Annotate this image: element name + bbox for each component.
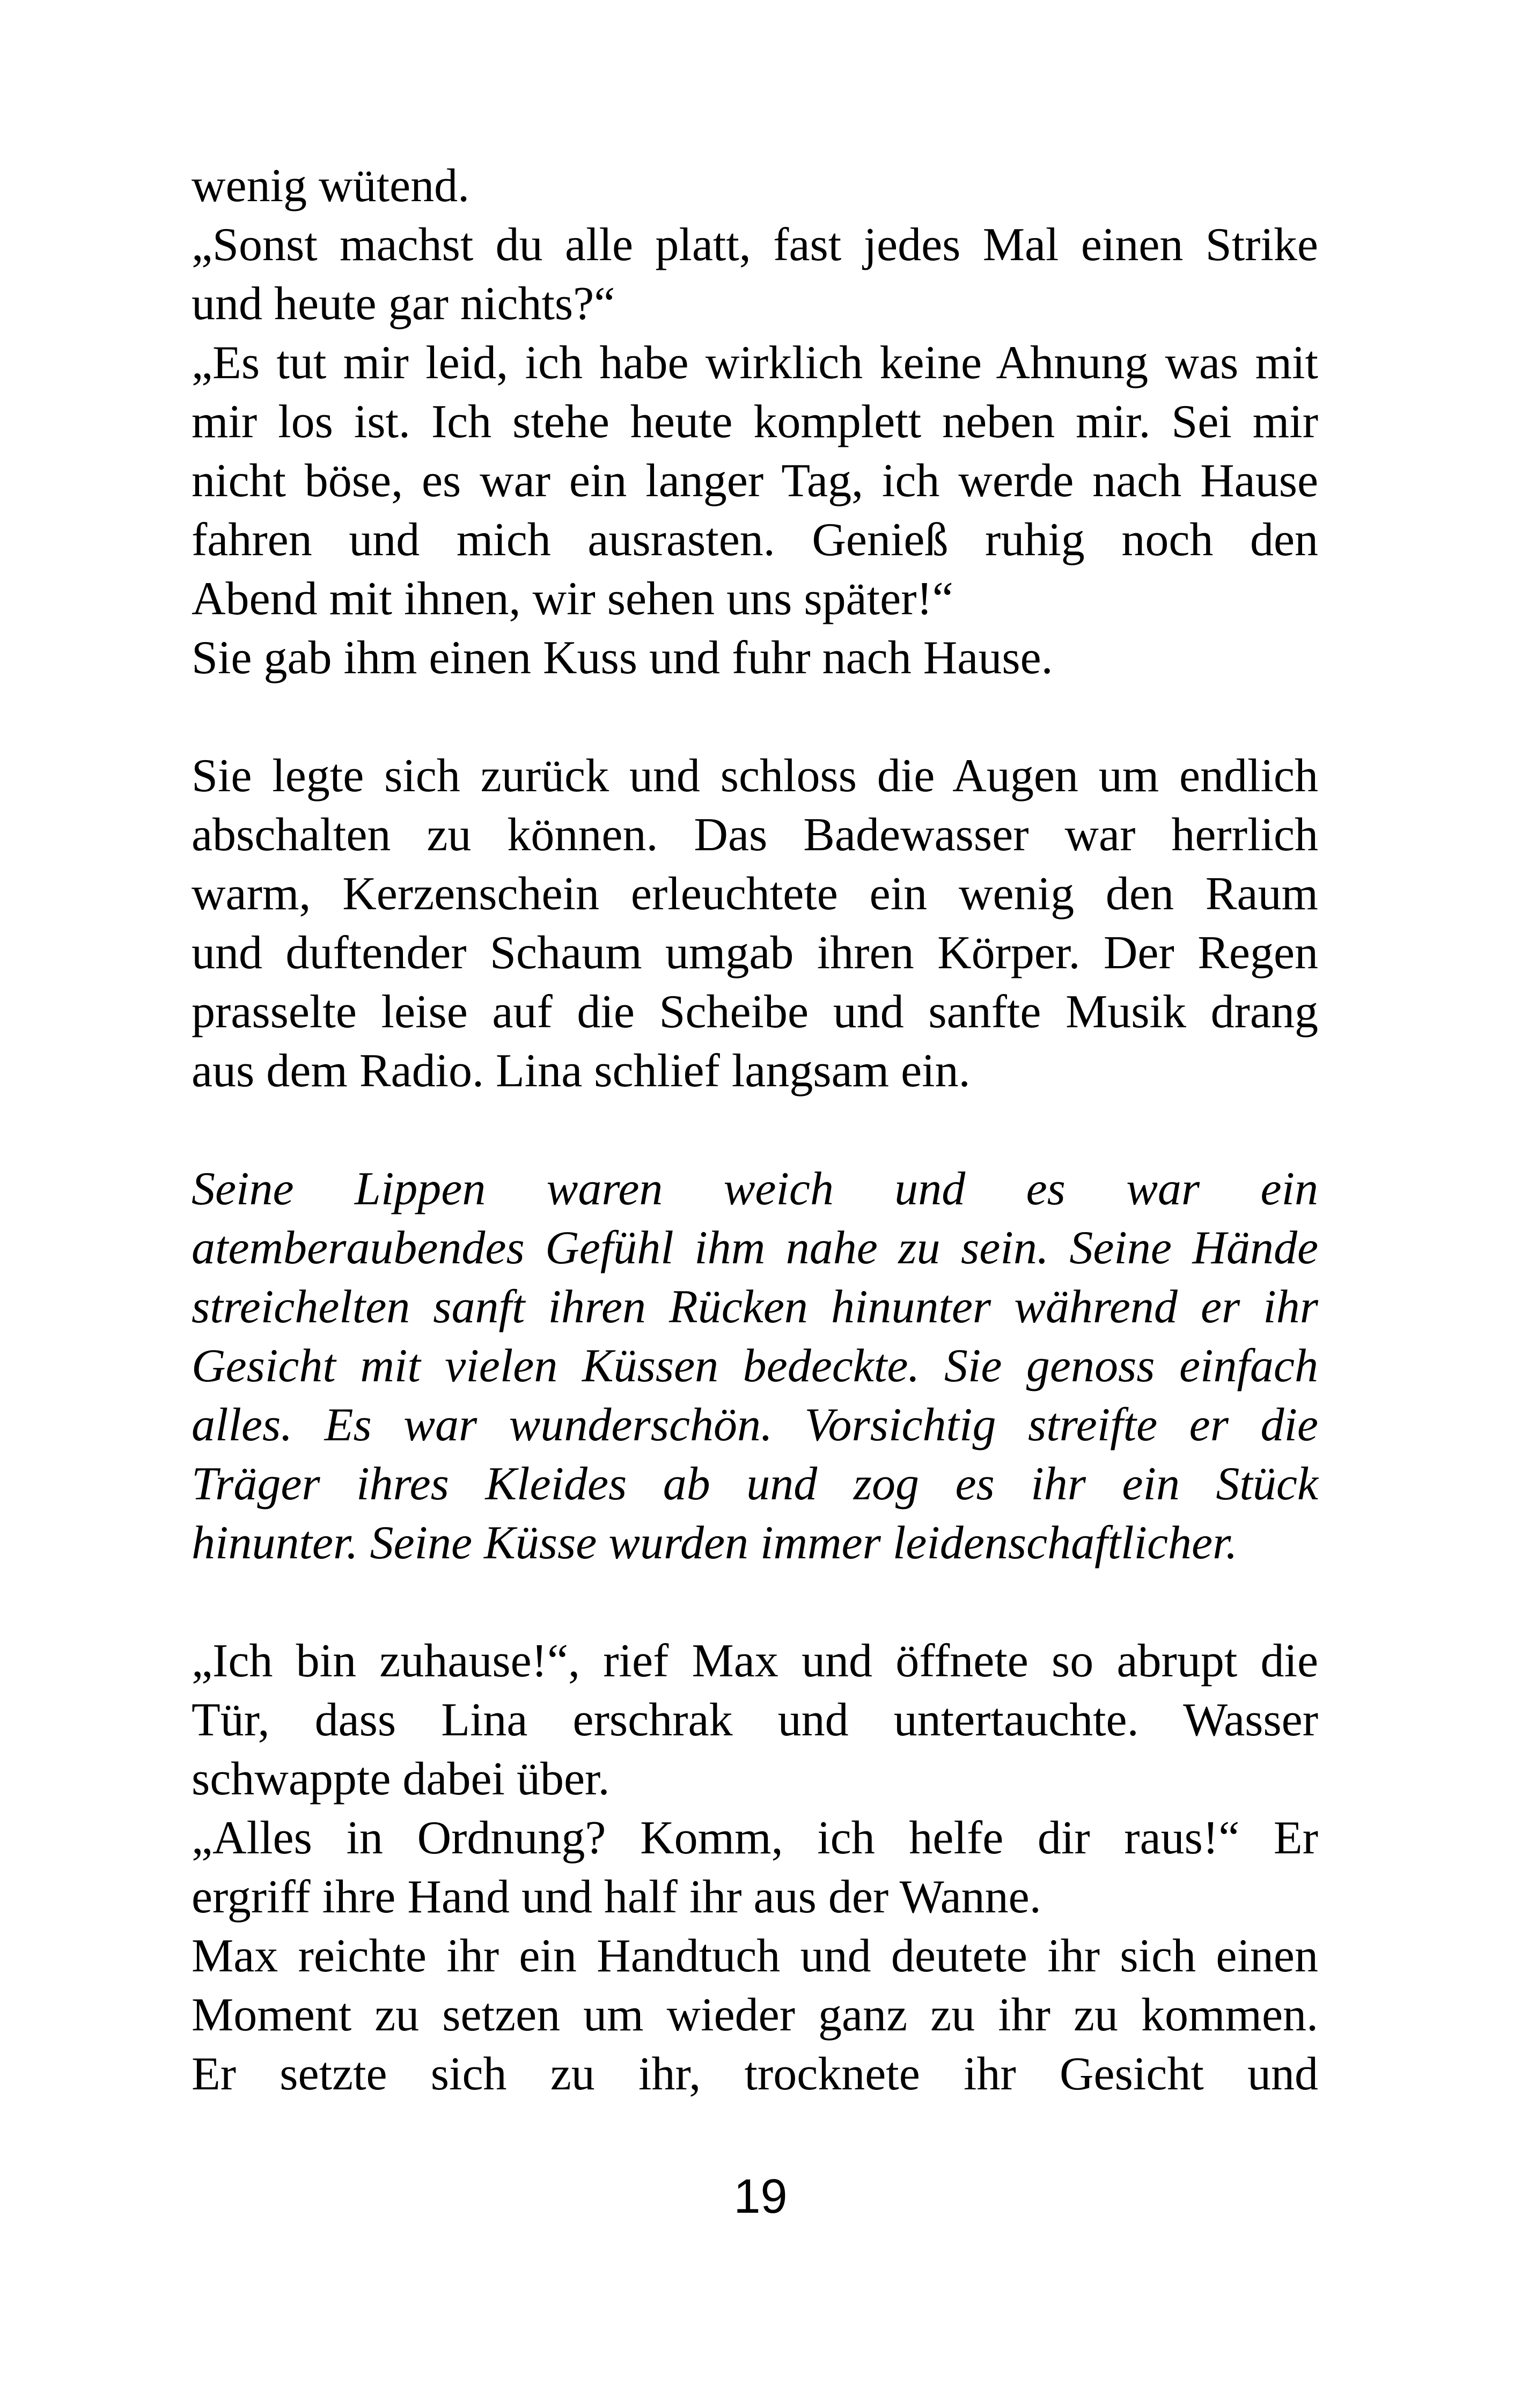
paragraph-spacer [192, 688, 1318, 747]
text-line: Gesicht mit vielen Küssen bedeckte. Sie genoss einfach [192, 1340, 1318, 1392]
text-line: streichelten sanft ihren Rücken hinunter während er ihr [192, 1281, 1318, 1333]
text-line: Abend mit ihnen, wir sehen uns später!“ [192, 573, 953, 625]
text-line: „Es tut mir leid, ich habe wirklich keine Ahnung was mit [192, 337, 1318, 389]
text-line: alles. Es war wunderschön. Vorsichtig streifte er die [192, 1399, 1318, 1451]
text-line: Moment zu setzen um wieder ganz zu ihr zu kommen. [192, 1989, 1318, 2041]
paragraph-spacer [192, 1101, 1318, 1160]
text-line: Tür, dass Lina erschrak und untertauchte. Wasser [192, 1694, 1318, 1746]
text-line: atemberaubendes Gefühl ihm nahe zu sein. Seine Hände [192, 1222, 1318, 1274]
text-line: Sie gab ihm einen Kuss und fuhr nach Hause. [192, 632, 1053, 684]
text-line: und heute gar nichts?“ [192, 278, 615, 330]
paragraph-bath [192, 747, 1318, 1101]
text-line: Max reichte ihr ein Handtuch und deutete ihr sich einen [192, 1930, 1318, 1982]
text-line: Träger ihres Kleides ab und zog es ihr ein Stück [192, 1458, 1318, 1510]
text-line: wenig wütend. [192, 160, 470, 212]
text-line: hinunter. Seine Küsse wurden immer leidenschaftlicher. [192, 1517, 1238, 1569]
text-line: warm, Kerzenschein erleuchtete ein wenig den Raum [192, 868, 1318, 920]
paragraph-spacer [192, 1573, 1318, 1632]
text-line: aus dem Radio. Lina schlief langsam ein. [192, 1045, 971, 1097]
text-line: abschalten zu können. Das Badewasser war herrlich [192, 809, 1318, 861]
text-line: Er setzte sich zu ihr, trocknete ihr Gesicht und [192, 2048, 1318, 2100]
text-line: prasselte leise auf die Scheibe und sanfte Musik drang [192, 986, 1318, 1038]
page-number: 19 [733, 2170, 788, 2223]
text-line: schwappte dabei über. [192, 1753, 610, 1805]
text-line: „Sonst machst du alle platt, fast jedes Mal einen Strike [192, 219, 1318, 271]
text-line: „Ich bin zuhause!“, rief Max und öffnete so abrupt die [192, 1635, 1318, 1687]
text-line: Seine Lippen waren weich und es war ein [192, 1163, 1318, 1215]
text-line: „Alles in Ordnung? Komm, ich helfe dir raus!“ Er [192, 1812, 1318, 1864]
text-line: Sie legte sich zurück und schloss die Augen um endlich [192, 750, 1318, 802]
paragraph-dream-italic [192, 1160, 1318, 1573]
text-line: und duftender Schaum umgab ihren Körper. Der Regen [192, 927, 1318, 979]
text-line: ergriff ihre Hand und half ihr aus der Wanne. [192, 1871, 1041, 1923]
text-line: nicht böse, es war ein langer Tag, ich werde nach Hause [192, 455, 1318, 507]
text-line: mir los ist. Ich stehe heute komplett neben mir. Sei mir [192, 396, 1318, 448]
text-line: fahren und mich ausrasten. Genieß ruhig noch den [192, 514, 1318, 566]
paragraph-dialogue-bowling [192, 157, 1318, 688]
body-text [192, 157, 1318, 2104]
paragraph-max-arrives [192, 1632, 1318, 2104]
